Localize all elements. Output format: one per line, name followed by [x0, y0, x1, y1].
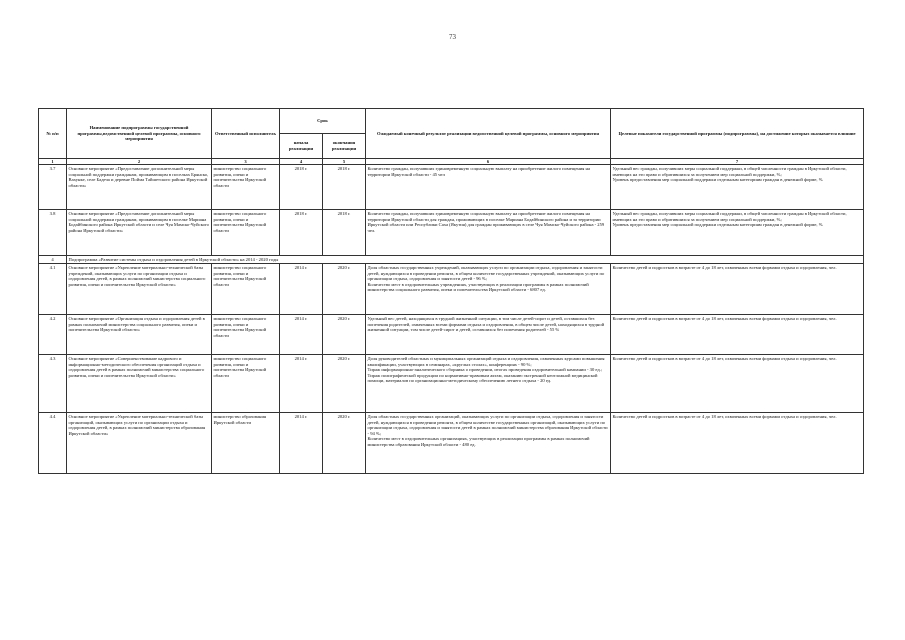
col-number: 6	[366, 159, 611, 165]
table-row	[39, 210, 864, 256]
row-num: 4.3	[39, 355, 67, 413]
row-end: 2020 г.	[323, 315, 366, 355]
row-name: Основное мероприятие «Укрепление материально-технической базы организаций, оказывающих услуги по организации отдыха и оздоровления детей, в рамках полномочий министерства образования Иркутской области»	[67, 413, 212, 474]
row-indicators: Количество детей и подростков в возрасте от 4 до 18 лет, охваченных всеми формами отдыха и оздоровления, чел.	[611, 355, 864, 413]
row-name: Основное мероприятие «Укрепление материально-технической базы учреждений, оказывающих услуги по организации отдыха и оздоровления детей, в рамках полномочий министерства социального развития, опеки и попечительства Иркутской области»	[67, 264, 212, 315]
table-row	[39, 355, 864, 413]
row-executor: министерство образования Иркутской области	[212, 413, 280, 474]
col-number: 2	[67, 159, 212, 165]
row-num: 3.8	[39, 210, 67, 256]
header-row	[39, 109, 864, 134]
table-row	[39, 165, 864, 210]
indicator-line: Уровень предоставления мер социальной поддержки отдельным категориям граждан в денежной форме, %	[612, 222, 823, 228]
program-table	[38, 108, 864, 474]
row-result	[366, 413, 611, 474]
row-indicators	[611, 210, 864, 256]
subprogram-title: Подпрограмма «Развитие системы отдыха и оздоровления детей в Иркутской области» на 2014 - 2020 годы	[67, 256, 864, 264]
row-start: 2018 г.	[280, 165, 323, 210]
result-line: Количество мест в оздоровительных организациях, участвующих в реализации программы в рамках полномочий министерства образования Иркутской области - 480 ед.	[367, 436, 590, 447]
col-number: 1	[39, 159, 67, 165]
header-end: окончания реализации	[323, 134, 366, 159]
header-start: начала реализации	[280, 134, 323, 159]
header-indicators: Целевые показатели государственной программы (подпрограммы), на достижение которых оказывается влияние	[611, 109, 864, 159]
row-num: 3.7	[39, 165, 67, 210]
row-indicators: Количество детей и подростков в возрасте от 4 до 18 лет, охваченных всеми формами отдыха и оздоровления, чел.	[611, 315, 864, 355]
row-result: Количество граждан, получивших единовременную социальную выплату на приобретение жилого помещения на территории Иркутской области для граждан, проживающих в поселке Мариана Бодайбинского района и за территории Иркутской области или Республики Саха (Якутия) для граждан проживающих в селе Чуя Мамско-Чуйского района - 259 чел.	[366, 210, 611, 256]
row-end: 2020 г.	[323, 264, 366, 315]
col-number: 3	[212, 159, 280, 165]
row-name: Основное мероприятие «Предоставление дополнительной меры социальной поддержки гражданам, проживающим в поселке Мариана Бодайбинского района Иркутской области и селе Чуя Мамско-Чуйского района Иркутской области»	[67, 210, 212, 256]
row-executor: министерство социального развития, опеки и попечительства Иркутской области	[212, 165, 280, 210]
result-line: Доля областных государственных учреждений, оказывающих услуги по организации отдыха, оздоровления и занятости детей, нуждающихся в проведении ремонта, в общем количестве государственных учреждений, оказывающих услуги по организации отдыха, оздоровления и занятости детей - 96 %;	[367, 265, 605, 282]
row-start: 2014 г.	[280, 413, 323, 474]
indicator-line: Уровень предоставления мер социальной поддержки отдельным категориям граждан в денежной форме, %	[612, 177, 823, 183]
header-num: № п/п	[39, 109, 67, 159]
table-row	[39, 413, 864, 474]
col-number: 4	[280, 159, 323, 165]
row-end: 2020 г.	[323, 413, 366, 474]
header-result: Ожидаемый конечный результат реализации ведомственной целевой программы, основного мероприятия	[366, 109, 611, 159]
result-line: Удельный вес детей, находящихся в трудной жизненной ситуации, в том числе детей-сирот и детей, оставшихся без попечения родителей, охваченных всеми формами отдыха и оздоровления, в общем числе детей, находящихся в трудной жизненной ситуации, том числе детей-сирот и детей, оставшихся без попечения родителей - 55 %	[367, 316, 605, 333]
row-executor: министерство социального развития, опеки и попечительства Иркутской области	[212, 315, 280, 355]
row-num: 4.2	[39, 315, 67, 355]
result-line: Тираж информационно-аналитического сборника о проведении, итогах проведения оздоровительной кампании - 30 ед.;	[367, 367, 603, 373]
result-line: Тираж полиграфической продукции по нормативно-правовым актам, оказанию экстренной неотложной медицинской помощи, материалов по организационно-методическому обеспечению летнего отдыха - 20 ед.	[367, 372, 598, 384]
row-executor: министерство социального развития, опеки и попечительства Иркутской области	[212, 264, 280, 315]
row-result	[366, 264, 611, 315]
header-name: Наименование подпрограммы государственной программы,ведомственной целевой программы, основного мероприятия	[67, 109, 212, 159]
row-start: 2014 г.	[280, 264, 323, 315]
row-result	[366, 315, 611, 355]
row-name: Основное мероприятие «Совершенствование кадрового и информационно-методического обеспечения организаций отдыха и оздоровления детей в рамках полномочий министерства социального развития, опеки и попечительства Иркутской области»	[67, 355, 212, 413]
col-number: 5	[323, 159, 366, 165]
row-result	[366, 355, 611, 413]
col-number: 7	[611, 159, 864, 165]
row-end: 2018 г.	[323, 165, 366, 210]
row-num: 4.4	[39, 413, 67, 474]
row-result: Количество граждан, получивших единовременную социальную выплату на приобретение жилого помещения на территории Иркутской области - 45 чел	[366, 165, 611, 210]
result-line: Доля руководителей областных и муниципальных организаций отдыха и оздоровления, охваченных курсами повышения квалификации, участвующих в семинарах, «круглых столах», конференциях - 90 %;	[367, 356, 605, 367]
row-indicators	[611, 165, 864, 210]
subprogram-row	[39, 256, 864, 264]
result-line: Количество мест в оздоровительных учреждениях, участвующих в реализации программы в рамках полномочий министерства социального развития, опеки и попечительства Иркутской области - 6807 ед.	[367, 281, 589, 293]
table-row	[39, 315, 864, 355]
row-start: 2014 г.	[280, 315, 323, 355]
header-term: Срок	[280, 109, 366, 134]
row-executor: министерство социального развития, опеки и попечительства Иркутской области	[212, 210, 280, 256]
header-executor: Ответственный исполнитель	[212, 109, 280, 159]
row-start: 2014 г.	[280, 355, 323, 413]
row-name: Основное мероприятие «Предоставление дополнительной меры социальной поддержки гражданам, проживающим в поселках Брянско, Вахунке, селе Бадеча и деревне Пойма Тайшетского района Иркутской области»	[67, 165, 212, 210]
indicator-line: Удельный вес граждан, получивших меры социальной поддержки, в общей численности граждан в Иркутской области, имеющих на это право и обратившихся за получением мер социальной поддержки, %;	[612, 166, 847, 177]
subprogram-num: 4	[39, 256, 67, 264]
row-name: Основное мероприятие «Организация отдыха и оздоровления детей в рамках полномочий министерства социального развития, опеки и попечительства Иркутской области»	[67, 315, 212, 355]
result-line: Доля областных государственных организаций, оказывающих услуги по организации отдыха, оздоровления и занятости детей, нуждающихся в проведении ремонта, в общем количестве государственных организаций, оказывающих услуги по организации отдыха, оздоровления и занятости детей в рамках полномочий министерства образования Иркутской области - 94 %;	[367, 414, 608, 436]
page-number: 73	[449, 33, 456, 41]
row-start: 2018 г.	[280, 210, 323, 256]
row-indicators: Количество детей и подростков в возрасте от 4 до 18 лет, охваченных всеми формами отдыха и оздоровления, чел.	[611, 413, 864, 474]
table-row	[39, 264, 864, 315]
row-end: 2020 г.	[323, 355, 366, 413]
row-num: 4.1	[39, 264, 67, 315]
row-executor: министерство социального развития, опеки и попечительства Иркутской области	[212, 355, 280, 413]
row-indicators: Количество детей и подростков в возрасте от 4 до 18 лет, охваченных всеми формами отдыха и оздоровления, чел.	[611, 264, 864, 315]
row-end: 2018 г.	[323, 210, 366, 256]
indicator-line: Удельный вес граждан, получивших меры социальной поддержки, в общей численности граждан в Иркутской области, имеющих на это право и обратившихся за получением мер социальной поддержки, %;	[612, 211, 847, 222]
